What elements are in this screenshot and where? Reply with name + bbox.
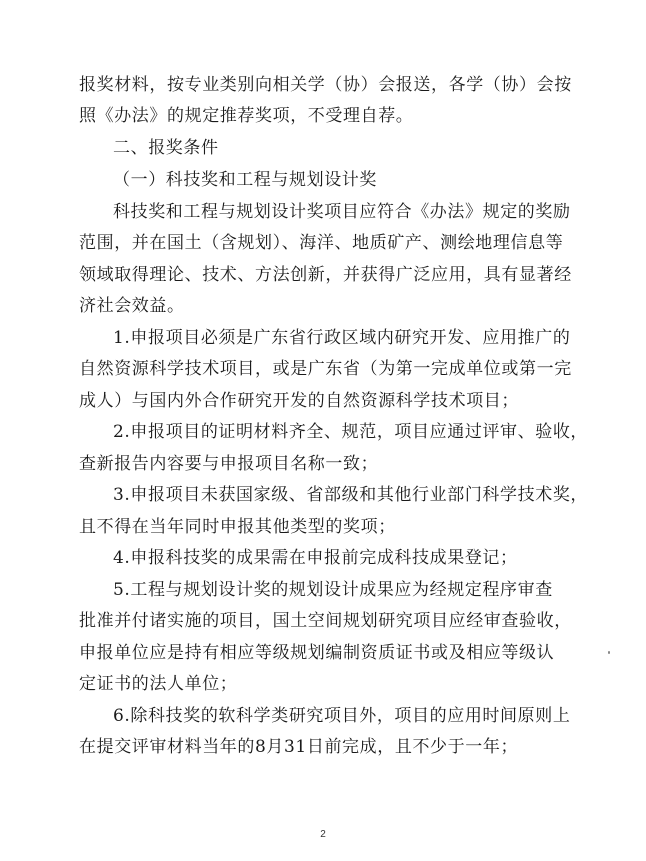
body-text-line: 济社会效益。 [79,296,185,316]
body-text-line: 科技奖和工程与规划设计奖项目应符合《办法》规定的奖励 [113,202,571,222]
scan-speck [608,651,610,654]
section-heading: 二、报奖条件 [113,138,219,158]
subsection-heading: （一）科技奖和工程与规划设计奖 [113,170,377,190]
list-item-line: 申报单位应是持有相应等级规划编制资质证书或及相应等级认 [79,643,555,663]
list-item-line: 6.除科技奖的软科学类研究项目外，项目的应用时间原则上 [113,706,571,726]
list-item-line: 4.申报科技奖的成果需在申报前完成科技成果登记； [113,548,518,568]
list-item-line: 1.申报项目必须是广东省行政区域内研究开发、应用推广的 [113,328,571,348]
list-item-line: 且不得在当年同时申报其他类型的奖项； [79,517,396,537]
list-item-line: 批准并付诸实施的项目，国土空间规划研究项目应经审查验收， [79,611,572,631]
body-text-line: 范围，并在国土（含规划）、海洋、地质矿产、测绘地理信息等 [79,233,564,253]
page-number: 2 [320,829,326,840]
list-item-line: 2.申报项目的证明材料齐全、规范，项目应通过评审、验收， [113,422,589,442]
list-item-line: 自然资源科学技术项目，或是广东省（为第一完成单位或第一完 [79,359,572,379]
list-item-line: 查新报告内容要与申报项目名称一致； [79,454,379,474]
body-text-line: 报奖材料，按专业类别向相关学（协）会报送，各学（协）会按 [79,75,572,95]
body-text-line: 领域取得理论、技术、方法创新，并获得广泛应用，具有显著经 [79,265,572,285]
list-item-line: 在提交评审材料当年的8月31日前完成，且不少于一年； [79,737,519,757]
list-item-line: 定证书的法人单位； [79,674,238,694]
list-item-line: 成人）与国内外合作研究开发的自然资源科学技术项目； [79,391,519,411]
list-item-line: 3.申报项目未获国家级、省部级和其他行业部门科学技术奖， [113,485,589,505]
list-item-line: 5.工程与规划设计奖的规划设计成果应为经规定程序审查 [113,580,553,600]
body-text-line: 照《办法》的规定推荐奖项，不受理自荐。 [79,106,414,126]
